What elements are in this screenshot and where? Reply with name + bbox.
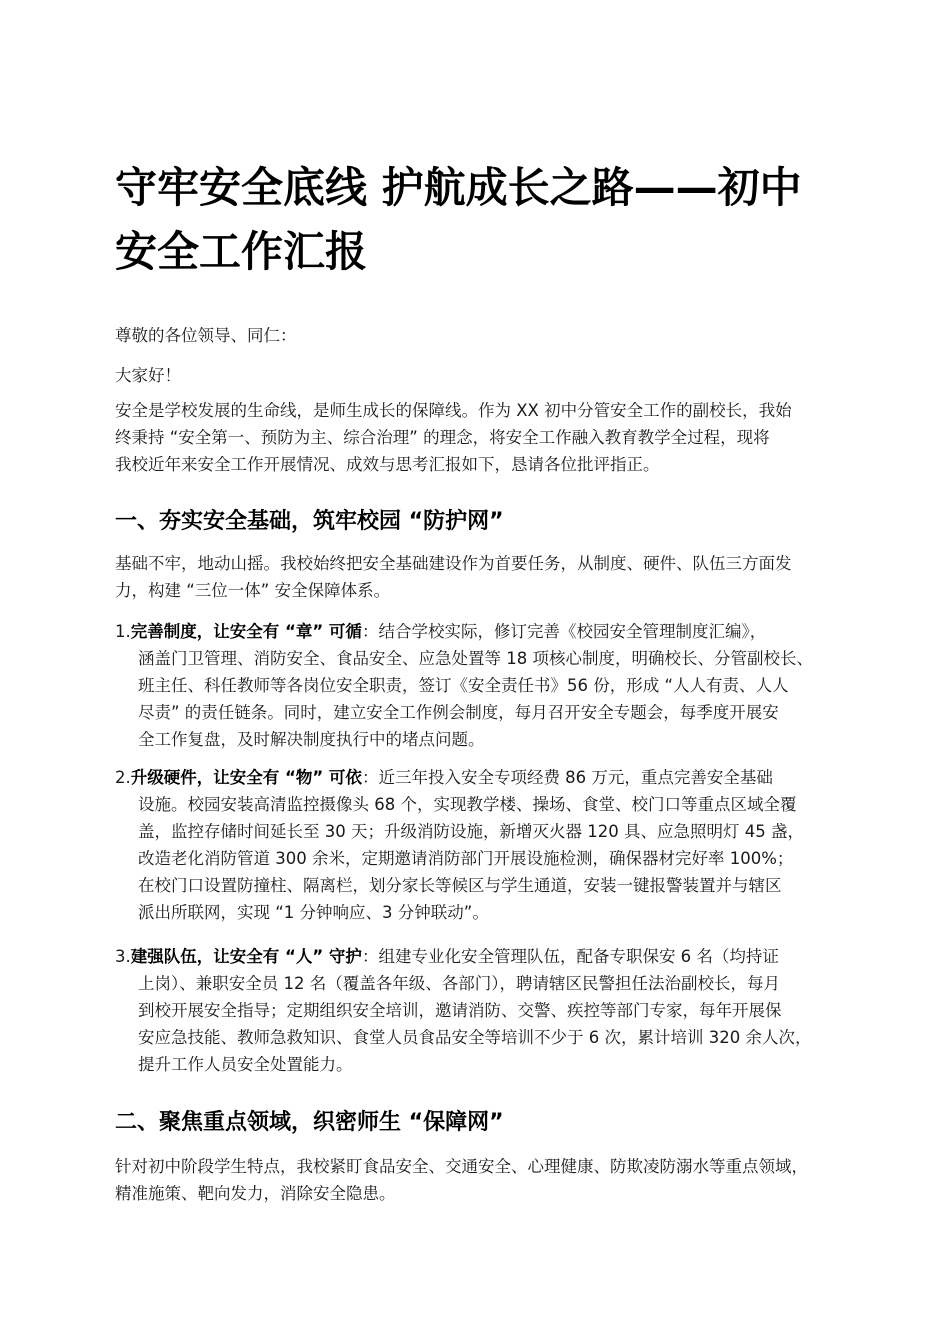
section-1-intro: 基础不牢，地动山摇。我校始终把安全基础建设作为首要任务，从制度、硬件、队伍三方面发 力，构建 “三位一体” 安全保障体系。 xyxy=(115,554,792,600)
item-text-line: 改造老化消防管道 300 余米，定期邀请消防部门开展设施检测，确保器材完好率 100%； xyxy=(138,849,794,868)
salutation: 尊敬的各位领导、同仁： xyxy=(115,326,297,345)
greeting: 大家好！ xyxy=(115,366,181,385)
item-text-line: 全工作复盘，及时解决制度执行中的堵点问题。 xyxy=(138,730,485,749)
item-text-line: 尽责” 的责任链条。同时，建立安全工作例会制度，每月召开安全专题会，每季度开展安 xyxy=(138,703,779,722)
list-item-2 xyxy=(115,764,850,926)
section-2-intro: 针对初中阶段学生特点，我校紧盯食品安全、交通安全、心理健康、防欺凌防溺水等重点领域， 精准施策、靶向发力，消除安全隐患。 xyxy=(115,1157,808,1203)
item-text-line: 班主任、科任教师等各岗位安全职责，签订《安全责任书》56 份，形成 “人人有责、人人 xyxy=(138,676,789,695)
item-text-line: 盖，监控存储时间延长至 30 天；升级消防设施，新增灭火器 120 具、应急照明灯 45 盏， xyxy=(138,822,804,841)
section-1-heading: 一、夯实安全基础，筑牢校园 “防护网” xyxy=(115,509,504,534)
intro-line: 安全是学校发展的生命线，是师生成长的保障线。作为 XX 初中分管安全工作的副校长，我始 xyxy=(115,401,792,420)
intro-line: 终秉持 “安全第一、预防为主、综合治理” 的理念，将安全工作融入教育教学全过程，现将 xyxy=(115,428,770,447)
item-number: 2. xyxy=(115,768,131,787)
item-text-line: 涵盖门卫管理、消防安全、食品安全、应急处置等 18 项核心制度，明确校长、分管副校长、 xyxy=(138,649,813,668)
item-bold-title: 建强队伍，让安全有 “人” 守护 xyxy=(130,947,362,966)
item-bold-title: 升级硬件，让安全有 “物” 可依 xyxy=(130,768,362,787)
item-text-line: 在校门口设置防撞柱、隔离栏，划分家长等候区与学生通道，安装一键报警装置并与辖区 xyxy=(138,876,782,895)
item-text-line: 派出所联网，实现 “1 分钟响应、3 分钟联动”。 xyxy=(138,903,489,922)
item-text-line: 安应急技能、教师急救知识、食堂人员食品安全等培训不少于 6 次，累计培训 320 余人次， xyxy=(138,1028,812,1047)
item-text-line: 设施。校园安装高清监控摄像头 68 个，实现教学楼、操场、食堂、校门口等重点区域全覆 xyxy=(138,795,797,814)
item-text: ：近三年投入安全专项经费 86 万元，重点完善安全基础 xyxy=(361,768,773,787)
item-text-line: 提升工作人员安全处置能力。 xyxy=(138,1055,353,1074)
section-2-heading: 二、聚焦重点领域，织密师生 “保障网” xyxy=(115,1110,504,1135)
intro-paragraph xyxy=(115,397,845,478)
title-line-2: 安全工作汇报 xyxy=(115,227,368,276)
item-bold-title: 完善制度，让安全有 “章” 可循 xyxy=(130,622,362,641)
document-title xyxy=(115,156,835,284)
item-text: ：组建专业化安全管理队伍，配备专职保安 6 名（均持证 xyxy=(361,947,779,966)
title-line-1: 守牢安全底线 护航成长之路——初中 xyxy=(115,163,802,212)
list-item-1 xyxy=(115,618,850,753)
intro-line: 我校近年来安全工作开展情况、成效与思考汇报如下，恳请各位批评指正。 xyxy=(115,455,660,474)
item-text-line: 上岗）、兼职安全员 12 名（覆盖各年级、各部门），聘请辖区民警担任法治副校长，每月 xyxy=(138,974,780,993)
item-number: 3. xyxy=(115,947,131,966)
item-text-line: 到校开展安全指导；定期组织安全培训，邀请消防、交警、疾控等部门专家，每年开展保 xyxy=(138,1001,782,1020)
item-text: ：结合学校实际，修订完善《校园安全管理制度汇编》， xyxy=(361,622,767,641)
list-item-3 xyxy=(115,943,850,1078)
item-number: 1. xyxy=(115,622,131,641)
